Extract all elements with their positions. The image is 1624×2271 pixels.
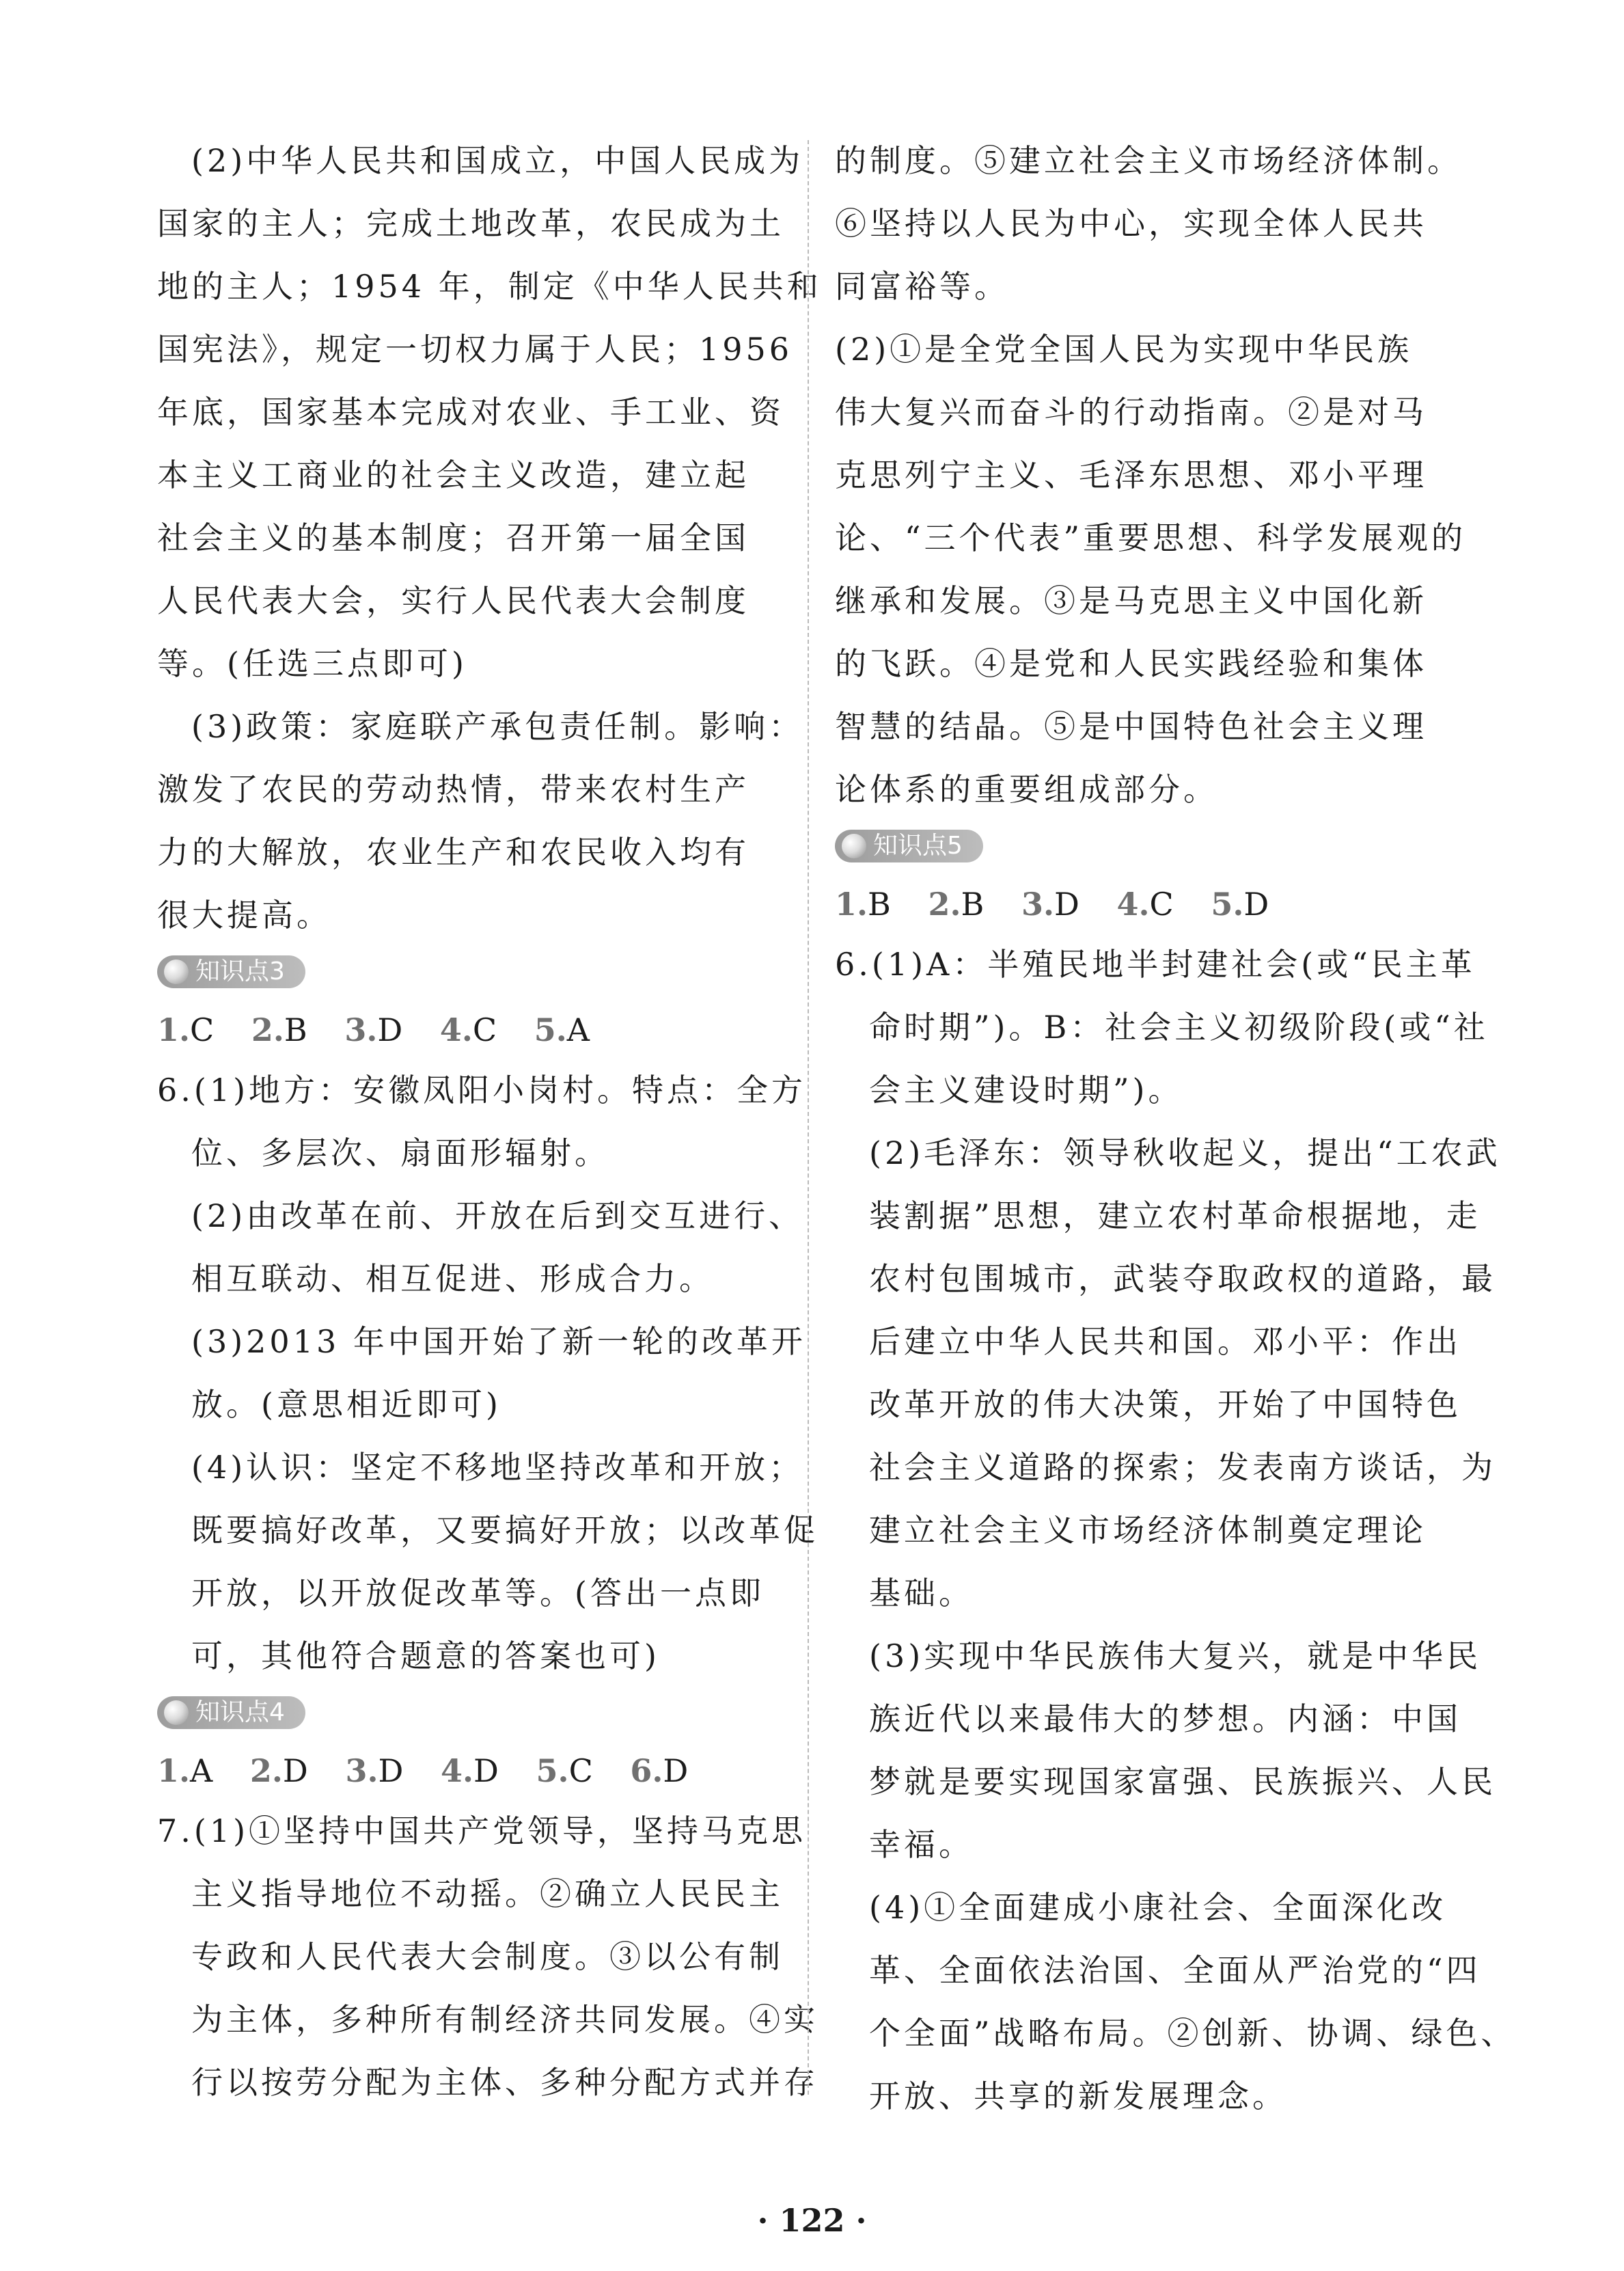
text-line: 的制度。⑤建立社会主义市场经济体制。 [835, 142, 1462, 179]
text-line: (3)政策：家庭联产承包责任制。影响： [191, 708, 804, 745]
text-line: 革、全面依法治国、全面从严治党的“四 [869, 1952, 1481, 1989]
text-line: 7.(1)①坚持中国共产党领导，坚持马克思 [157, 1812, 807, 1849]
text-line: 的飞跃。④是党和人民实践经验和集体 [835, 645, 1427, 682]
bullet-orb-icon [164, 1700, 189, 1725]
text-line: 6.(1)A：半殖民地半封建社会(或“民主革 [835, 946, 1476, 983]
text-line: (3)实现中华民族伟大复兴，就是中华民 [869, 1637, 1482, 1674]
text-line: 同富裕等。 [835, 268, 1009, 305]
text-line: 论体系的重要组成部分。 [835, 771, 1218, 808]
text-line: 主义指导地位不动摇。②确立人民民主 [191, 1875, 784, 1912]
text-line: 开放、共享的新发展理念。 [869, 2078, 1287, 2114]
text-line: (3)2013 年中国开始了新一轮的改革开 [191, 1323, 806, 1360]
text-line: 个全面”战略布局。②创新、协调、绿色、 [869, 2015, 1516, 2052]
text-line: 相互联动、相互促进、形成合力。 [191, 1260, 714, 1297]
text-line: 力的大解放，农业生产和农民收入均有 [157, 834, 749, 871]
text-line: (2)①是全党全国人民为实现中华民族 [835, 331, 1413, 368]
knowledge-point-4-label: 知识点4 [157, 1696, 305, 1729]
text-line: 国家的主人；完成土地改革，农民成为土 [157, 205, 784, 242]
text-line: 既要搞好改革，又要搞好开放；以改革促 [191, 1512, 818, 1549]
text-line: 农村包围城市，武装夺取政权的道路，最 [869, 1260, 1496, 1297]
text-line: 人民代表大会，实行人民代表大会制度 [157, 582, 749, 619]
text-line: 开放，以开放促改革等。(答出一点即 [191, 1575, 765, 1612]
text-line: 位、多层次、扇面形辐射。 [191, 1134, 609, 1171]
text-line: 社会主义道路的探索；发表南方谈话，为 [869, 1449, 1496, 1486]
text-line: (4)①全面建成小康社会、全面深化改 [869, 1889, 1447, 1926]
text-line: 克思列宁主义、毛泽东思想、邓小平理 [835, 457, 1427, 493]
text-line: 梦就是要实现国家富强、民族振兴、人民 [869, 1763, 1496, 1800]
text-line: 专政和人民代表大会制度。③以公有制 [191, 1938, 784, 1975]
mcq-answers-kp5: 1.B 2.B 3.D 4.C 5.D [835, 886, 1269, 923]
text-line: 命时期”)。B：社会主义初级阶段(或“社 [869, 1009, 1489, 1046]
text-line: 社会主义的基本制度；召开第一届全国 [157, 519, 749, 556]
text-line: 会主义建设时期”)。 [869, 1072, 1183, 1109]
page-number: · 122 · [757, 2202, 867, 2239]
text-line: 6.(1)地方：安徽凤阳小岗村。特点：全方 [157, 1072, 807, 1109]
text-line: 后建立中华人民共和国。邓小平：作出 [869, 1323, 1461, 1360]
text-line: (2)由改革在前、开放在后到交互进行、 [191, 1197, 804, 1234]
text-line: 智慧的结晶。⑤是中国特色社会主义理 [835, 708, 1427, 745]
text-line: 为主体，多种所有制经济共同发展。④实 [191, 2001, 818, 2038]
text-line: 激发了农民的劳动热情，带来农村生产 [157, 771, 749, 808]
text-line: 基础。 [869, 1575, 974, 1612]
knowledge-point-3-label: 知识点3 [157, 955, 305, 988]
text-line: 论、“三个代表”重要思想、科学发展观的 [835, 519, 1467, 556]
mcq-answers-kp3: 1.C 2.B 3.D 4.C 5.A [157, 1011, 590, 1048]
text-line: 可，其他符合题意的答案也可) [191, 1637, 660, 1674]
bullet-orb-icon [842, 834, 866, 858]
text-line: 族近代以来最伟大的梦想。内涵：中国 [869, 1700, 1461, 1737]
bullet-orb-icon [164, 960, 189, 984]
text-line: 地的主人；1954 年，制定《中华人民共和 [157, 268, 822, 305]
text-line: (4)认识：坚定不移地坚持改革和开放； [191, 1449, 804, 1486]
text-line: 放。(意思相近即可) [191, 1386, 501, 1423]
text-line: 建立社会主义市场经济体制奠定理论 [869, 1512, 1427, 1549]
text-line: 很大提高。 [157, 897, 331, 934]
text-line: 本主义工商业的社会主义改造，建立起 [157, 457, 749, 493]
text-line: 国宪法》，规定一切权力属于人民；1956 [157, 331, 793, 368]
text-line: (2)毛泽东：领导秋收起义，提出“工农武 [869, 1134, 1501, 1171]
text-line: 等。(任选三点即可) [157, 645, 467, 682]
text-line: 继承和发展。③是马克思主义中国化新 [835, 582, 1427, 619]
text-line: 伟大复兴而奋斗的行动指南。②是对马 [835, 394, 1427, 431]
text-line: 幸福。 [869, 1826, 974, 1863]
text-line: ⑥坚持以人民为中心，实现全体人民共 [835, 205, 1427, 242]
text-line: 改革开放的伟大决策，开始了中国特色 [869, 1386, 1461, 1423]
text-line: 行以按劳分配为主体、多种分配方式并存 [191, 2064, 818, 2101]
text-line: 年底，国家基本完成对农业、手工业、资 [157, 394, 784, 431]
mcq-answers-kp4: 1.A 2.D 3.D 4.D 5.C 6.D [157, 1752, 689, 1789]
knowledge-point-5-label: 知识点5 [835, 830, 983, 862]
column-divider [808, 140, 809, 2095]
text-line: 装割据”思想，建立农村革命根据地，走 [869, 1197, 1481, 1234]
text-line: (2)中华人民共和国成立，中国人民成为 [191, 142, 804, 179]
